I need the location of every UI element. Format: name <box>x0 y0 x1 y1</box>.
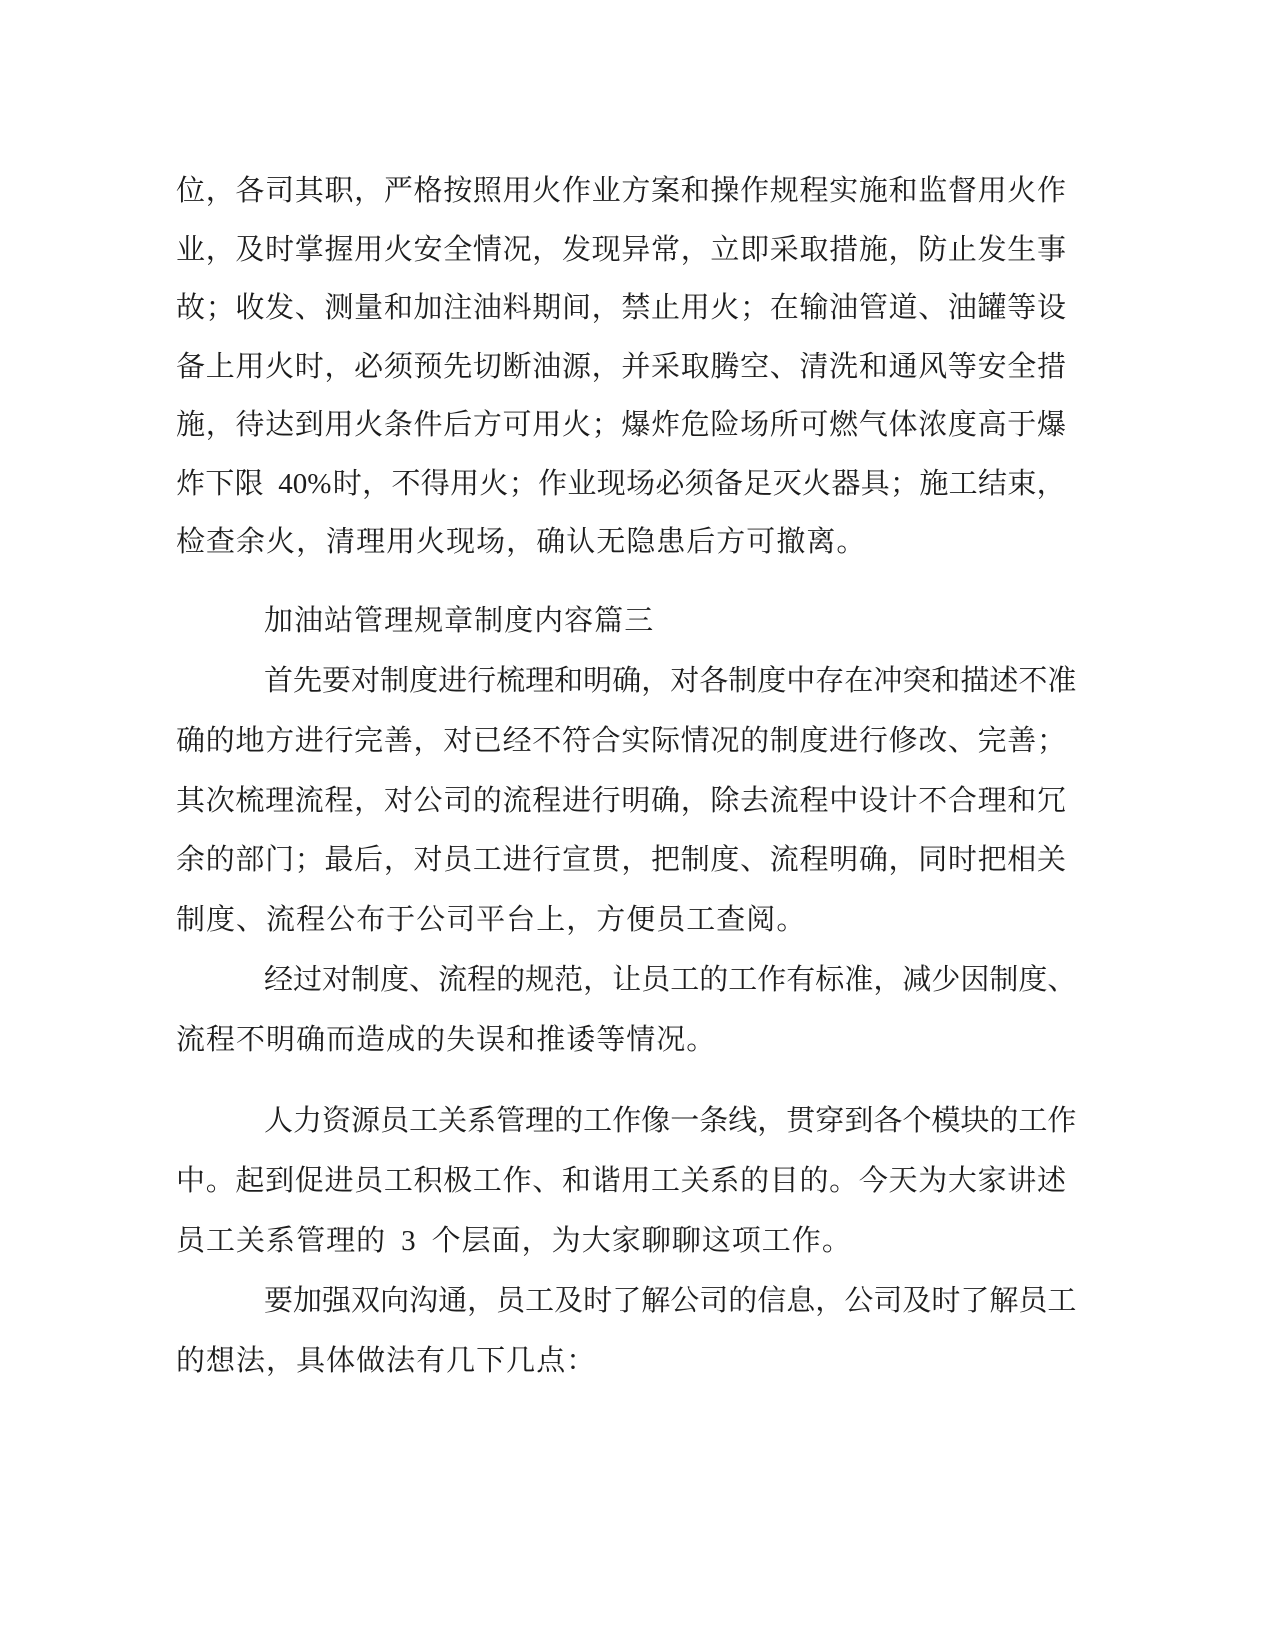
text-line: 流 程 不 明 确 而 造 成 的 失 误 和 推 诿 等 情 况 。 <box>176 1024 716 1056</box>
text-line: 检 查 余 火 ， 清 理 用 火 现 场 ， 确 认 无 隐 患 后 方 可 撤 离 。 <box>176 526 866 558</box>
text-line: 其 次 梳 理 流 程 ， 对 公 司 的 流 程 进 行 明 确 ， 除 去 流 程 中 设 计 不 合 理 和 冗 <box>176 785 1066 817</box>
text-line: 备 上 用 火 时 ， 必 须 预 先 切 断 油 源 ， 并 采 取 腾 空 、 清 洗 和 通 风 等 安 全 措 <box>176 350 1066 383</box>
text-line: 要 加 强 双 向 沟 通 ， 员 工 及 时 了 解 公 司 的 信 息 ， 公 司 及 时 了 解 员 工 <box>264 1285 1077 1317</box>
text-line: 中 。 起 到 促 进 员 工 积 极 工 作 、 和 谐 用 工 关 系 的 目 的 。 今 天 为 大 家 讲 述 <box>176 1165 1066 1197</box>
text-line: 余 的 部 门 ； 最 后 ， 对 员 工 进 行 宣 贯 ， 把 制 度 、 流 程 明 确 ， 同 时 把 相 关 <box>176 844 1066 876</box>
text-line: 制 度 、 流 程 公 布 于 公 司 平 台 上 ， 方 便 员 工 查 阅 。 <box>176 904 806 936</box>
text-line: 人 力 资 源 员 工 关 系 管 理 的 工 作 像 一 条 线 ， 贯 穿 到 各 个 模 块 的 工 作 <box>264 1105 1077 1137</box>
text-line: 业 ， 及 时 掌 握 用 火 安 全 情 况 ， 发 现 异 常 ， 立 即 采 取 措 施 ， 防 止 发 生 事 <box>176 233 1066 266</box>
text-line: 确 的 地 方 进 行 完 善 ， 对 已 经 不 符 合 实 际 情 况 的 制 度 进 行 修 改 、 完 善 ； <box>176 725 1066 757</box>
text-line: 故 ； 收 发 、 测 量 和 加 注 油 料 期 间 ， 禁 止 用 火 ； 在 输 油 管 道 、 油 罐 等 设 <box>176 292 1066 324</box>
text-line: 首 先 要 对 制 度 进 行 梳 理 和 明 确 ， 对 各 制 度 中 存 在 冲 突 和 描 述 不 准 <box>264 665 1077 697</box>
text-line: 炸 下 限 40% 时 ， 不 得 用 火 ； 作 业 现 场 必 须 备 足 灭 火 器 具 ； 施 工 结 束 ， <box>176 467 1066 500</box>
text-line: 的 想 法 ， 具 体 做 法 有 几 下 几 点 ： <box>176 1345 596 1377</box>
text-line: 经 过 对 制 度 、 流 程 的 规 范 ， 让 员 工 的 工 作 有 标 准 ， 减 少 因 制 度 、 <box>264 964 1077 996</box>
text-line: 位 ， 各 司 其 职 ， 严 格 按 照 用 火 作 业 方 案 和 操 作 规 程 实 施 和 监 督 用 火 作 <box>176 175 1066 207</box>
text-line: 施 ， 待 达 到 用 火 条 件 后 方 可 用 火 ； 爆 炸 危 险 场 所 可 燃 气 体 浓 度 高 于 爆 <box>176 409 1066 441</box>
section-heading-line: 加 油 站 管 理 规 章 制 度 内 容 篇 三 <box>264 605 654 637</box>
text-line: 员 工 关 系 管 理 的 3 个 层 面 ， 为 大 家 聊 聊 这 项 工 作 。 <box>176 1225 851 1257</box>
